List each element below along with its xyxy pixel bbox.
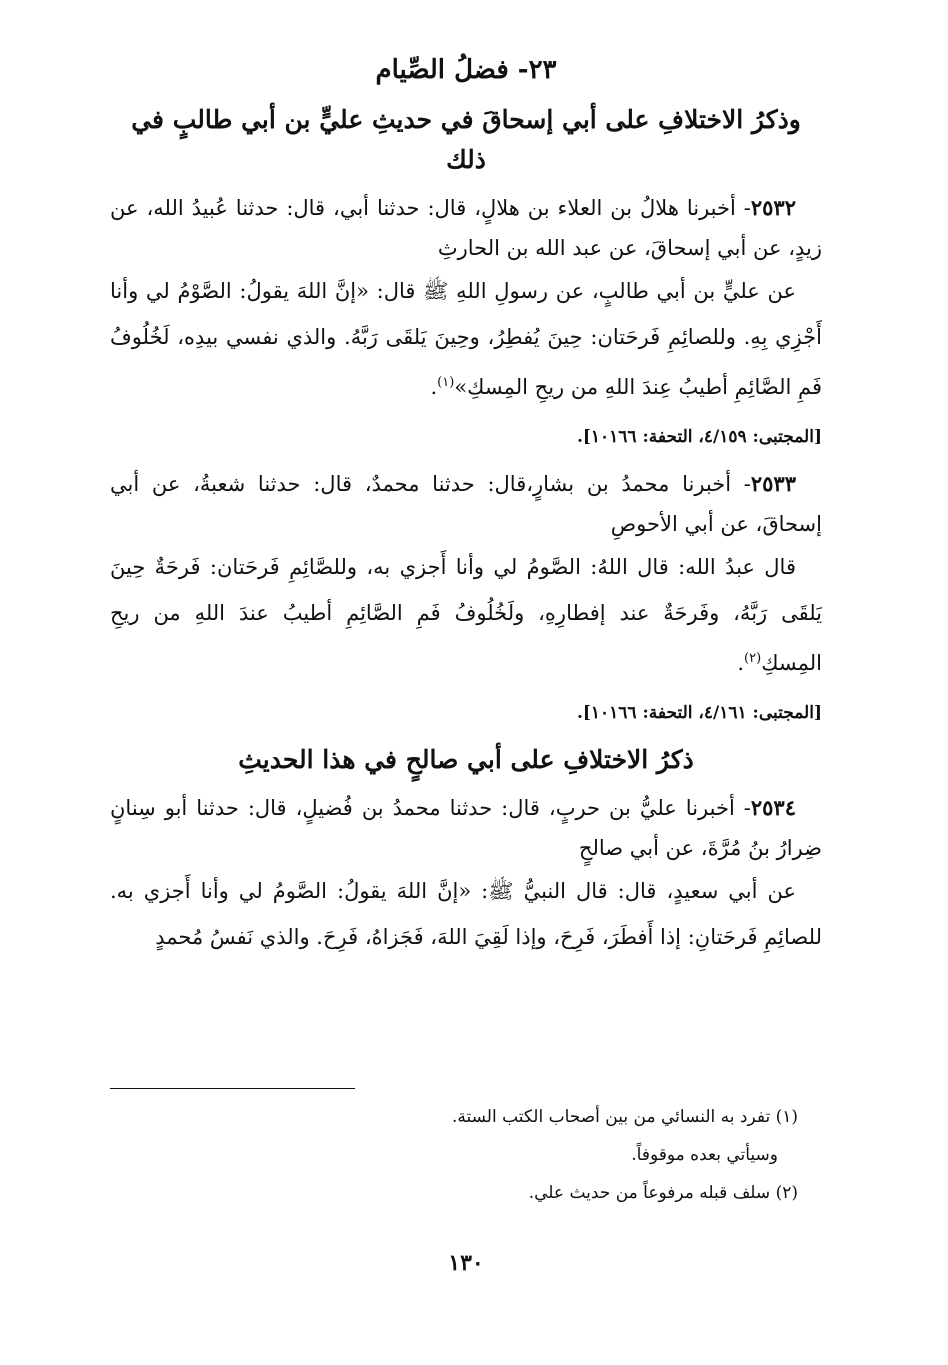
hadith-2532-isnad-text: - أخبرنا هلالُ بن العلاء بن هلالٍ، قال: حدثنا أبي، قال: حدثنا عُبيدُ الله، عن زيدٍ، عن أبي إسحاقَ، عن عبد الله بن الحارثِ xyxy=(110,196,822,260)
hadith-2534-matn xyxy=(110,868,822,960)
footnotes xyxy=(110,1098,822,1212)
section-heading-1: وذكرُ الاختلافِ على أبي إسحاقَ في حديثِ عليٍّ بن أبي طالبٍ في ذلك xyxy=(131,105,801,174)
hadith-2533-isnad-text: - أخبرنا محمدُ بن بشارٍ،قال: حدثنا محمدٌ، قال: حدثنا شعبةُ، عن أبي إسحاقَ، عن أبي الأحوصِ xyxy=(110,472,822,536)
reference-2532: [المجتبى: ٤/١٥٩، التحفة: ١٠١٦٦]. xyxy=(576,427,822,447)
hadith-2534-isnad xyxy=(110,788,822,868)
footnote-marker-1: (١) xyxy=(437,375,455,390)
hadith-number-2534: ٢٥٣٤ xyxy=(750,795,796,820)
reference-2533: [المجتبى: ٤/١٦١، التحفة: ١٠١٦٦]. xyxy=(576,703,822,723)
hadith-2532-end: . xyxy=(430,375,438,399)
hadith-number-2532: ٢٥٣٢ xyxy=(750,195,796,220)
footnote-separator xyxy=(110,1088,355,1089)
footnote-marker-2: (٢) xyxy=(744,651,762,666)
hadith-2532-matn xyxy=(110,268,822,410)
hadith-2534-matn-text: عن أبي سعيدٍ، قال: قال النبيُّ ﷺ: «إنَّ اللهَ يقولُ: الصَّومُ لي وأنا أَجزي به. للصائِمِ فَرحَتانِ: إذا أَفطَرَ، فَرِحَ، وإذا لَقِيَ اللهَ، فَجَزاهُ، فَرِحَ. والذي نَفسُ مُحمدٍ xyxy=(110,879,822,949)
document-page xyxy=(110,40,822,1340)
footnote-1: (١) تفرد به النسائي من بين أصحاب الكتب الستة. xyxy=(451,1107,798,1127)
page-number: ١٣٠ xyxy=(448,1250,484,1276)
hadith-2532-matn-text: عن عليٍّ بن أبي طالبٍ، عن رسولِ اللهِ ﷺ قال: «إنَّ اللهَ يقولُ: الصَّوْمُ لي وأنا أَجْزِي بِهِ. وللصائِمِ فَرحَتان: حِينَ يُفطِرُ، وحِينَ يَلقَى رَبَّهُ. والذي نفسي بيدِه، لَخُلُوفُ فَمِ الصَّائِمِ أطيبُ عِندَ اللهِ من ريحِ المِسكِ» xyxy=(110,279,822,399)
hadith-2533-isnad xyxy=(110,464,822,544)
hadith-2532-isnad xyxy=(110,188,822,268)
hadith-2533-end: . xyxy=(737,651,745,675)
hadith-2534-isnad-text: - أخبرنا عليُّ بن حربٍ، قال: حدثنا محمدُ بن فُضيلٍ، قال: حدثنا أبو سِنانٍ ضِرارُ بنُ مُرَّةَ، عن أبي صالحٍ xyxy=(110,796,822,860)
footnote-1-continued: وسيأتي بعده موقوفاً. xyxy=(631,1145,778,1165)
chapter-title: ٢٣- فضلُ الصِّيام xyxy=(375,55,557,85)
hadith-number-2533: ٢٥٣٣ xyxy=(750,471,796,496)
hadith-2533-matn-text: قال عبدُ الله: قال اللهُ: الصَّومُ لي وأنا أَجزي به، وللصَّائِمِ فَرحَتان: فَرحَةٌ حِينَ يَلقَى رَبَّهُ، وفَرحَةٌ عند إفطارِهِ، ولَخُلُوفُ فَمِ الصَّائِمِ أطيبُ عندَ اللهِ من ريحِ المِسكِ xyxy=(110,555,822,675)
section-heading-2: ذكرُ الاختلافِ على أبي صالحٍ في هذا الحديثِ xyxy=(238,745,694,774)
hadith-2533-matn xyxy=(110,544,822,686)
footnote-2: (٢) سلف قبله مرفوعاً من حديث علي. xyxy=(528,1183,798,1203)
